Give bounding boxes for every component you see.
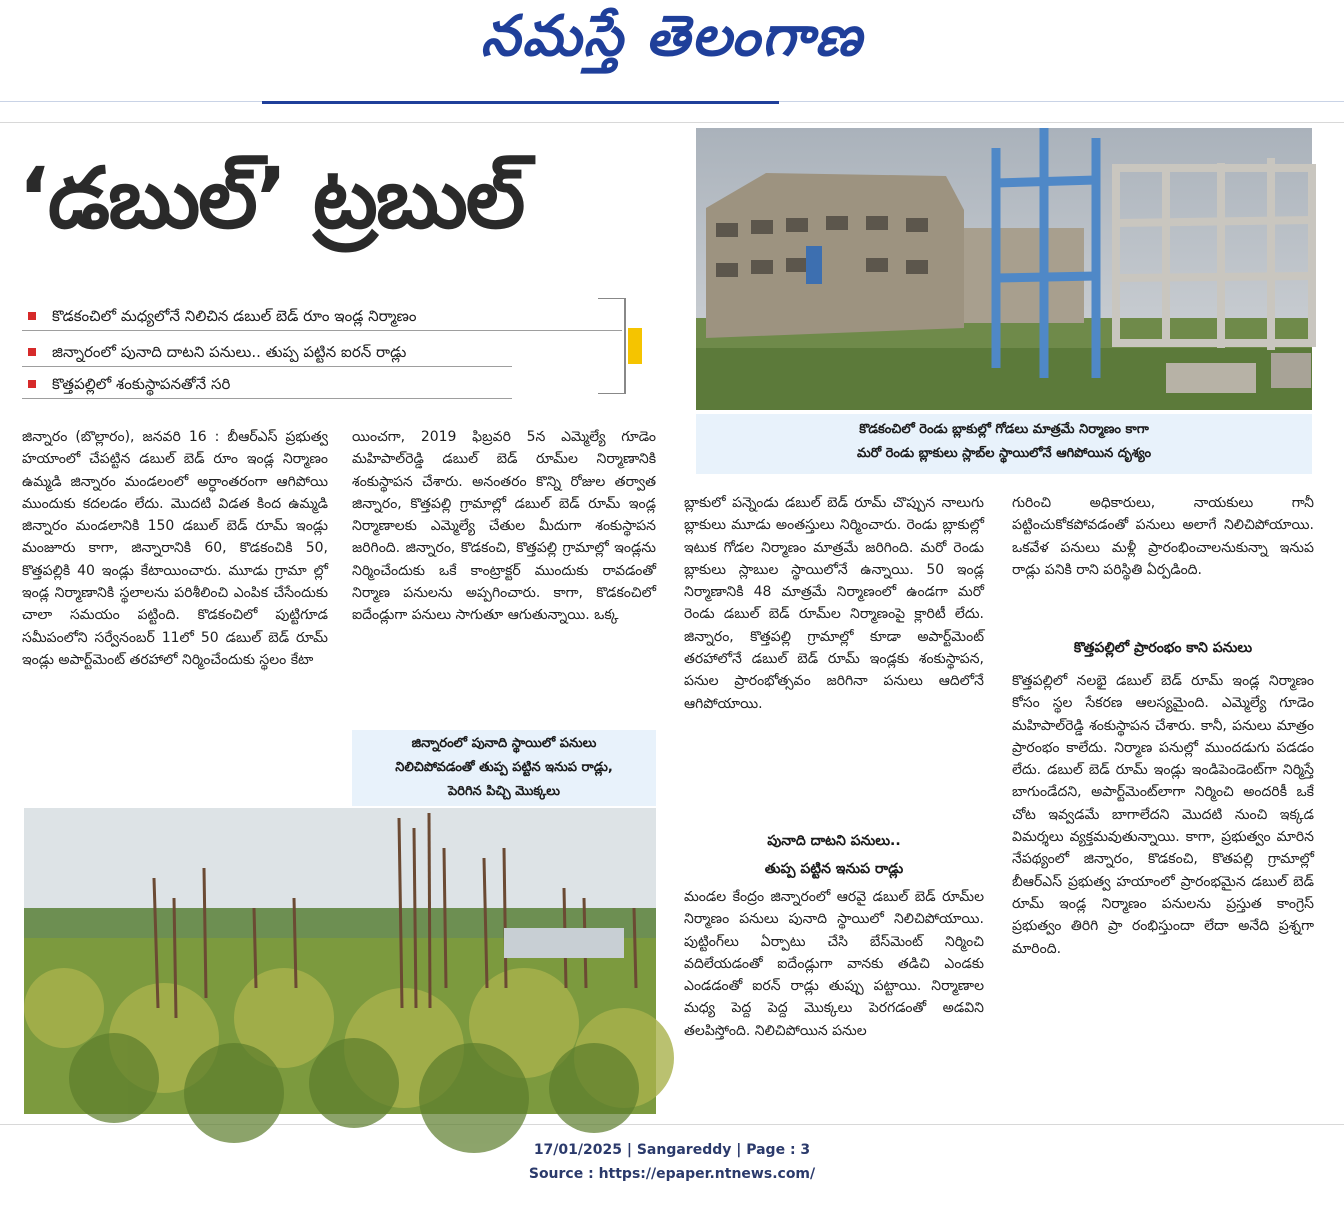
caption-line: పెరిగిన పిచ్చి మొక్కలు [448,784,560,799]
footer-source[interactable]: Source : https://epaper.ntnews.com/ [528,1166,816,1182]
caption-line: నిలిచిపోవడంతో తుప్ప పట్టిన ఇనుప రాడ్లు, [395,760,613,775]
caption-line: మరో రెండు బ్లాకులు స్లాబ్‌ల స్థాయిలోనే ఆగిపోయిన దృశ్యం [856,446,1152,461]
subhead-rusted-rods: తుప్ప పట్టిన ఇనుప రాడ్లు [764,861,904,877]
caption-line: కొడకంచిలో రెండు బ్లాకుల్లో గోడలు మాత్రమే నిర్మాణం కాగా [859,422,1149,437]
deck-text: కొడకంచిలో మధ్యలోనే నిలిచిన డబుల్ బెడ్ రూం ఇండ్ల నిర్మాణం [52,307,417,325]
article-column-4-top: గురించి అధికారులు, నాయకులు గానీ పట్టించుకోకపోవడంతో పనులు అలాగే నిలిచిపోయాయి. ఒకవేళ పనులు మళ్లీ ప్రారంభించాలనుకున్నా ఇనుప రాడ్లు పనికి రాని పరిస్థితి ఏర్పడింది. [1012,495,1319,578]
caption-line: జిన్నారంలో పునాది స్థాయిలో పనులు [411,736,597,751]
bottom-photo-caption [352,730,656,806]
bullet-icon [28,348,36,356]
bullet-icon [28,312,36,320]
deck-bracket [598,298,626,394]
subhead-kothapalli: కొత్తపల్లిలో ప్రారంభం కాని పనులు [1073,640,1253,656]
article-column-2: యించగా, 2019 ఫిబ్రవరి 5న ఎమ్మెల్యే గూడెం మహిపాల్‌రెడ్డి డబుల్ బెడ్ రూమ్‌ల నిర్మాణానికి శంకుస్థాపన చేశారు. అనంతరం కొన్ని రోజుల తర్వాత జిన్నారం, కొత్తపల్లి గ్రామాల్లో డబుల్ బెడ్ రూమ్ ఇండ్ల నిర్మాణాలకు ఎమ్మెల్యే చేతుల మీదుగా శంకుస్థాపన జరిగింది. జిన్నారం, కొడకంచి, కొత్తపల్లి గ్రామాల్లో ఇండ్లను నిర్మించేందుకు ఒకే కాంట్రాక్టర్ ముందుకు రావడంతో నిర్మాణ పనులను అప్పగించారు. కాగా, కొడకంచిలో ఐదేండ్లుగా పనులు సాగుతూ ఆగుతున్నాయి. ఒక్క [352,429,661,624]
subhead-foundation: పునాది దాటని పనులు.. [767,833,901,849]
photo-rusted-rods-field [24,808,656,1114]
deck-text: జిన్నారంలో పునాది దాటని పనులు.. తుప్ప పట్టిన ఐరన్ రాడ్లు [52,343,407,361]
footer-date-edition: 17/01/2025 | Sangareddy | Page : 3 [533,1142,811,1158]
newspaper-logo: నమస్తే తెలంగాణ [480,4,864,69]
deck-text: కొత్తపల్లిలో శంకుస్థాపనతోనే సరి [52,375,231,393]
photo-unfinished-buildings [696,128,1312,410]
field-photo-illustration [24,808,656,1114]
article-column-3-top: బ్లాకులో పన్నెండు డబుల్ బెడ్ రూమ్ చొప్పున నాలుగు బ్లాకులు మూడు అంతస్తులు నిర్మించారు. రెండు బ్లాకుల్లో ఇటుక గోడల నిర్మాణం మాత్రమే జరిగింది. మరో రెండు బ్లాకులు స్లాబుల స్థాయిలోనే ఉన్నాయి. 50 ఇండ్ల నిర్మాణానికి 48 మాత్రమే నిర్మాణంలో ఉండగా మరో రెండు డబుల్ బెడ్ రూమ్‌ల నిర్మాణంపై క్లారిటీ లేదు. జిన్నారం, కొత్తపల్లి గ్రామాల్లో కూడా అపార్ట్‌మెంట్ తరహాలోనే డబుల్ బెడ్ రూమ్ ఇండ్లకు శంకుస్థాపన, పనుల ప్రారంభోత్సవం జరిగినా పనులు ఆదిలోనే ఆగిపోయాయి. [684,495,989,712]
article-column-4-bottom: కొత్తపల్లిలో నలభై డబుల్ బెడ్ రూమ్ ఇండ్ల నిర్మాణం కోసం స్థల సేకరణ ఆలస్యమైంది. ఎమ్మెల్యే గూడెం మహిపాల్‌రెడ్డి శంకుస్థాపన చేశారు. కానీ, పనులు మాత్రం ప్రారంభం కాలేదు. నిర్మాణ పనుల్లో ముందడుగు పడడం లేదు. డబుల్ బెడ్ రూమ్ ఇండ్లు ఇండిపెండెంట్‌గా నిర్మిస్తే బాగుండేదని, అపార్ట్‌మెంట్‌లాగా నిర్మించి అందరికీ ఒకే చోట ఇవ్వడమే బాగాలేదని మొదటి నుంచి ఇక్కడ విమర్శలు వ్యక్తమవుతున్నాయి. కాగా, ప్రభుత్వం మారిన నేపథ్యంలో జిన్నారం, కొడకంచి, కొతపల్లి గ్రామాల్లో బీఆర్ఎస్ ప్రభుత్వ హయాంలో ప్రారంభమైన డబుల్ బెడ్ రూమ్ ఇండ్ల నిర్మాణం పనులను ప్రస్తుత కాంగ్రెస్ ప్రభుత్వం తిరిగి ప్రా రంభిస్తుందా లేదా అనేది ప్రశ్నగా మారింది. [1012,673,1319,957]
deck-item [22,338,512,367]
deck-item [22,302,622,331]
masthead [0,0,1344,100]
accent-bar [628,328,642,364]
masthead-accent-rule [262,101,779,104]
bullet-icon [28,380,36,388]
article-headline: ‘డబుల్’ ట్రబుల్ [18,149,524,247]
buildings-photo-illustration [696,128,1312,410]
article-column-3-bottom: మండల కేంద్రం జిన్నారంలో ఆరవై డబుల్ బెడ్ రూమ్‌ల నిర్మాణం పనులు పునాది స్థాయిలో నిలిచిపోయాయి. పుట్టింగ్‌లు ఏర్పాటు చేసి బేస్‌మెంట్ నిర్మించి వదిలేయడంతో ఐదేండ్లుగా వానకు తడిచి ఎండకు ఎండడంతో ఐరన్ రాడ్లు తుప్పు పట్టాయి. నిర్మాణాల మధ్య పెద్ద పెద్ద మొక్కలు పెరగడంతో అడవిని తలపిస్తోంది. నిలిచిపోయిన పనుల [684,889,989,1039]
top-photo-caption [696,414,1312,474]
article-column-1: జిన్నారం (బొల్లారం), జనవరి 16 : బీఆర్ఎస్ ప్రభుత్వ హయాంలో చేపట్టిన డబుల్ బెడ్ రూం ఇండ్ల నిర్మాణం ఉమ్మడి జిన్నారం మండలంలో అర్ధాంతరంగా ఆగిపోయి ముందుకు కదలడం లేదు. మొదటి విడత కింద ఉమ్మడి జిన్నారం మండలానికి 150 డబుల్ బెడ్ రూమ్ ఇండ్లు మంజూరు కాగా, జిన్నారానికి 60, కొడకంచికి 50, కొత్తపల్లికి 40 ఇండ్లు కేటాయించారు. మూడు గ్రామా ల్లో ఇండ్ల నిర్మాణానికి స్థలాలను పరిశీలించి ఎంపిక చేసేందుకు చాలా సమయం పట్టింది. కొడకంచిలో పుట్టిగూడ సమీపంలోని సర్వేనంబర్ 11లో 50 డబుల్ బెడ్ రూమ్ ఇండ్లు అపార్ట్‌మెంట్ తరహాలో నిర్మించేందుకు స్థలం కేటా [22,429,333,668]
deck-item [22,370,512,399]
